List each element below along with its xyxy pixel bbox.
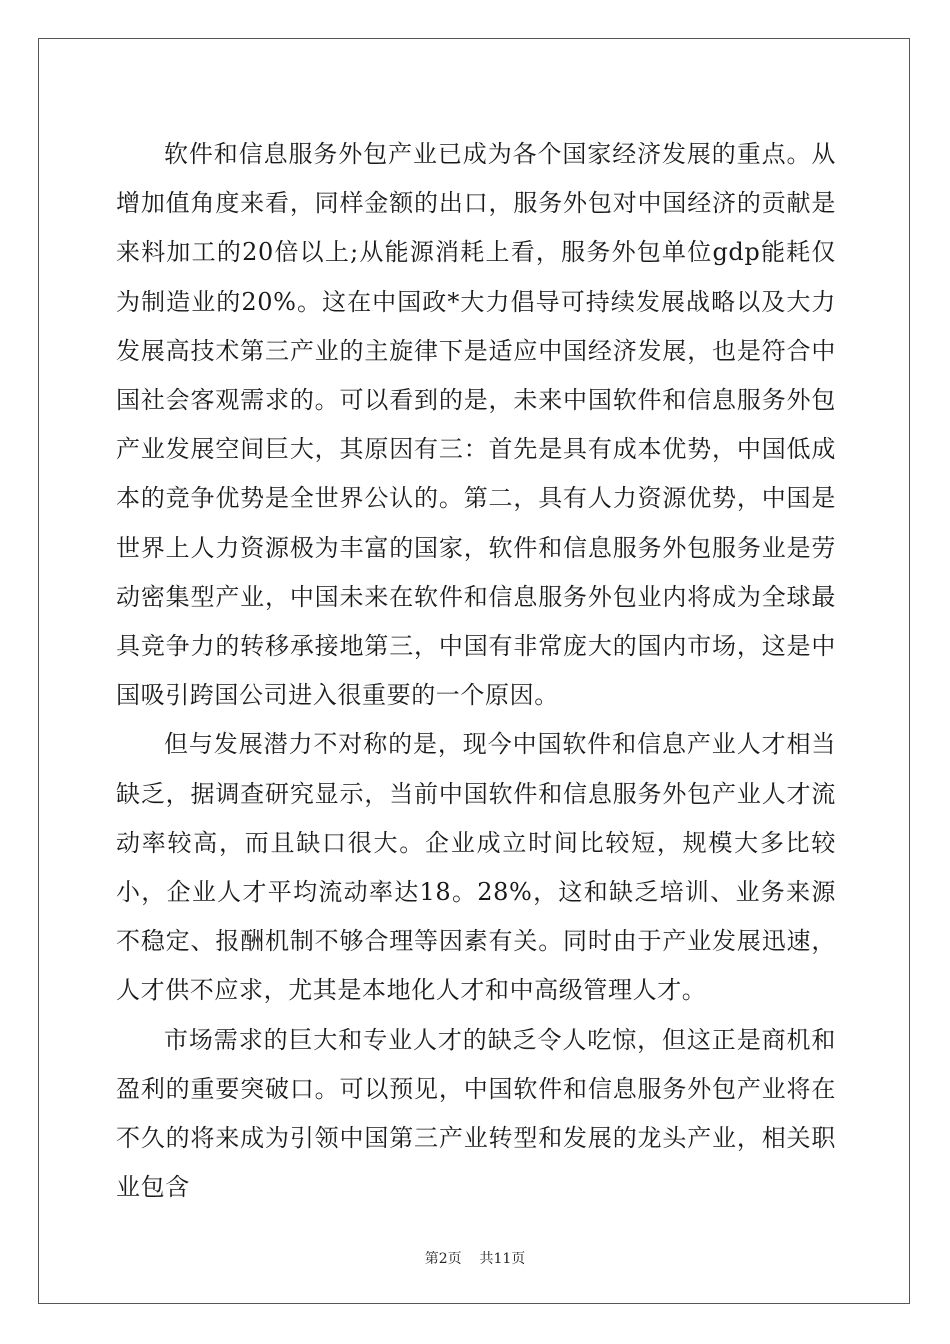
paragraph-1: 软件和信息服务外包产业已成为各个国家经济发展的重点。从增加值角度来看，同样金额的出口，服务外包对中国经济的贡献是来料加工的20倍以上;从能源消耗上看，服务外包单位gdp能耗仅为制造业的20%。这在中国政*大力倡导可持续发展战略以及大力发展高技术第三产业的主旋律下是适应中国经济发展，也是符合中国社会客观需求的。可以看到的是，未来中国软件和信息服务外包产业发展空间巨大，其原因有三：首先是具有成本优势，中国低成本的竞争优势是全世界公认的。第二，具有人力资源优势，中国是世界上人力资源极为丰富的国家，软件和信息服务外包服务业是劳动密集型产业，中国未来在软件和信息服务外包业内将成为全球最具竞争力的转移承接地第三，中国有非常庞大的国内市场，这是中国吸引跨国公司进入很重要的一个原因。: [116, 140, 836, 710]
paragraph-3: 市场需求的巨大和专业人才的缺乏令人吃惊，但这正是商机和盈利的重要突破口。可以预见，中国软件和信息服务外包产业将在不久的将来成为引领中国第三产业转型和发展的龙头产业，相关职业包含: [116, 1025, 836, 1202]
document-body: [116, 130, 836, 1212]
paragraph-2: 但与发展潜力不对称的是，现今中国软件和信息产业人才相当缺乏，据调查研究显示，当前中国软件和信息服务外包产业人才流动率较高，而且缺口很大。企业成立时间比较短，规模大多比较小，企业人才平均流动率达18。28%，这和缺乏培训、业务来源不稳定、报酬机制不够合理等因素有关。同时由于产业发展迅速，人才供不应求，尤其是本地化人才和中高级管理人才。: [116, 730, 836, 1005]
page-number-footer: 第2页 共11页: [424, 1251, 526, 1267]
